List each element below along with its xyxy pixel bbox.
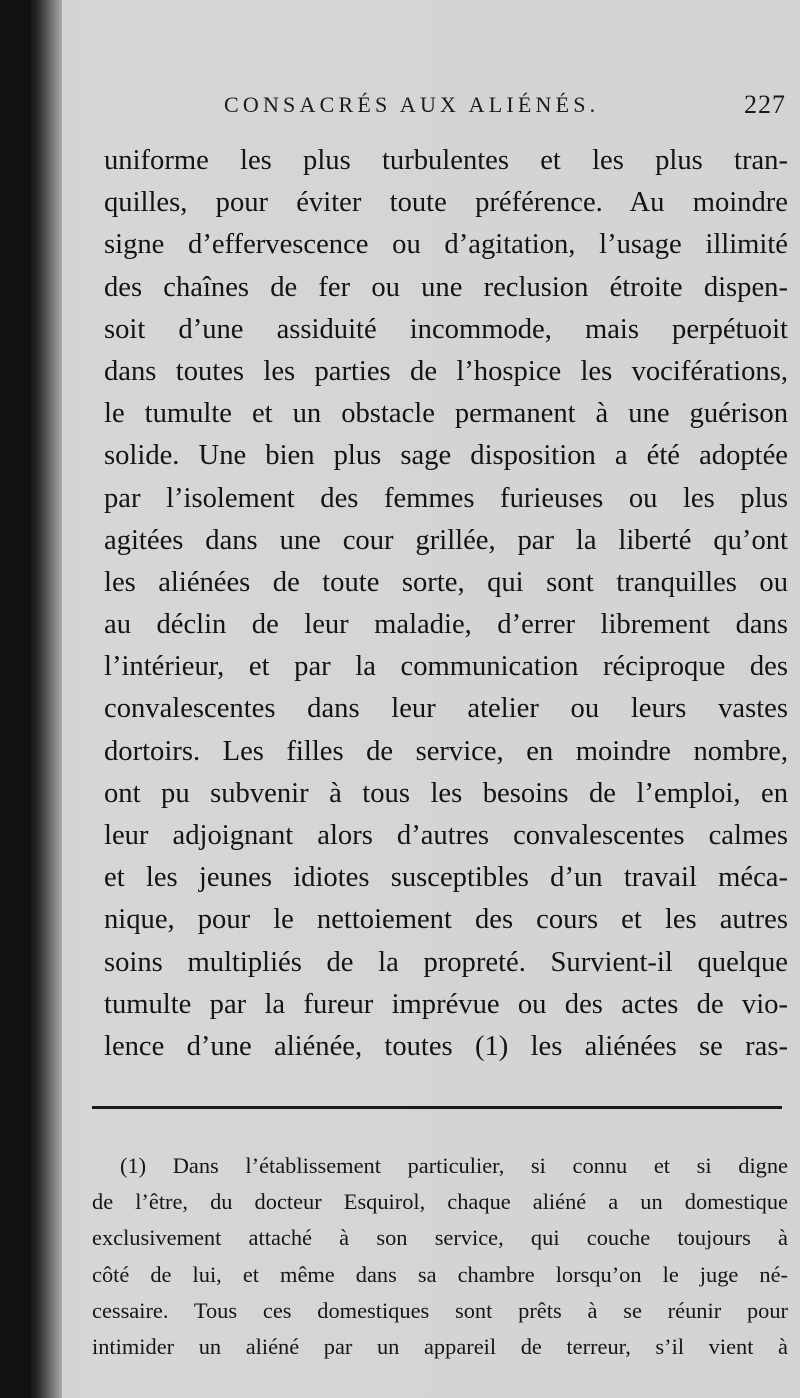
running-head [224,92,792,132]
text-line: au déclin de leur maladie, d’errer librement dans [104,609,788,641]
running-title: CONSACRÉS AUX ALIÉNÉS. [224,92,600,117]
text-line: soins multipliés de la propreté. Survient-il quelque [104,946,788,978]
text-line: nique, pour le nettoiement des cours et les autres [104,904,788,936]
text-line: par l’isolement des femmes furieuses ou les plus [104,482,788,514]
main-text-block [104,140,788,1068]
text-line: dans toutes les parties de l’hospice les vociférations, [104,355,788,387]
text-line: agitées dans une cour grillée, par la liberté qu’ont [104,524,788,556]
footnote-line: exclusivement attaché à son service, qui couche toujours à [92,1225,788,1251]
text-line: convalescentes dans leur atelier ou leurs vastes [104,693,788,725]
footnote-block [92,1148,788,1365]
text-line: lence d’une aliénée, toutes (1) les aliénées se ras- [104,1030,788,1062]
text-line: uniforme les plus turbulentes et les plus tran- [104,145,788,176]
text-line: signe d’effervescence ou d’agitation, l’usage illimité [104,229,788,261]
text-line: tumulte par la fureur imprévue ou des actes de vio- [104,988,788,1020]
text-line: l’intérieur, et par la communication réciproque des [104,651,788,683]
text-line: le tumulte et un obstacle permanent à une guérison [104,398,788,430]
text-line: et les jeunes idiotes susceptibles d’un travail méca- [104,862,788,894]
text-line: soit d’une assiduité incommode, mais perpétuoit [104,313,788,345]
footnote-line: de l’être, du docteur Esquirol, chaque aliéné a un domestique [92,1189,788,1215]
book-page [28,0,800,1398]
text-line: dortoirs. Les filles de service, en moindre nombre, [104,735,788,767]
footnote-line: cessaire. Tous ces domestiques sont prêts à se réunir pour [92,1297,788,1323]
footnote-separator-rule [92,1106,782,1109]
text-line: leur adjoignant alors d’autres convalescentes calmes [104,820,788,851]
page-gutter-shadow [28,0,62,1398]
text-line: ont pu subvenir à tous les besoins de l’emploi, en [104,777,788,809]
text-line: des chaînes de fer ou une reclusion étroite dispen- [104,271,788,303]
footnote-line: intimider un aliéné par un appareil de terreur, s’il vient à [92,1333,788,1359]
text-line: quilles, pour éviter toute préférence. Au moindre [104,187,788,219]
footnote-line: côté de lui, et même dans sa chambre lorsqu’on le juge né- [92,1261,788,1287]
footnote-line: (1) Dans l’établissement particulier, si connu et si digne [120,1153,788,1178]
text-line: solide. Une bien plus sage disposition a été adoptée [104,440,788,472]
text-line: les aliénées de toute sorte, qui sont tranquilles ou [104,566,788,598]
page-number: 227 [744,90,786,119]
